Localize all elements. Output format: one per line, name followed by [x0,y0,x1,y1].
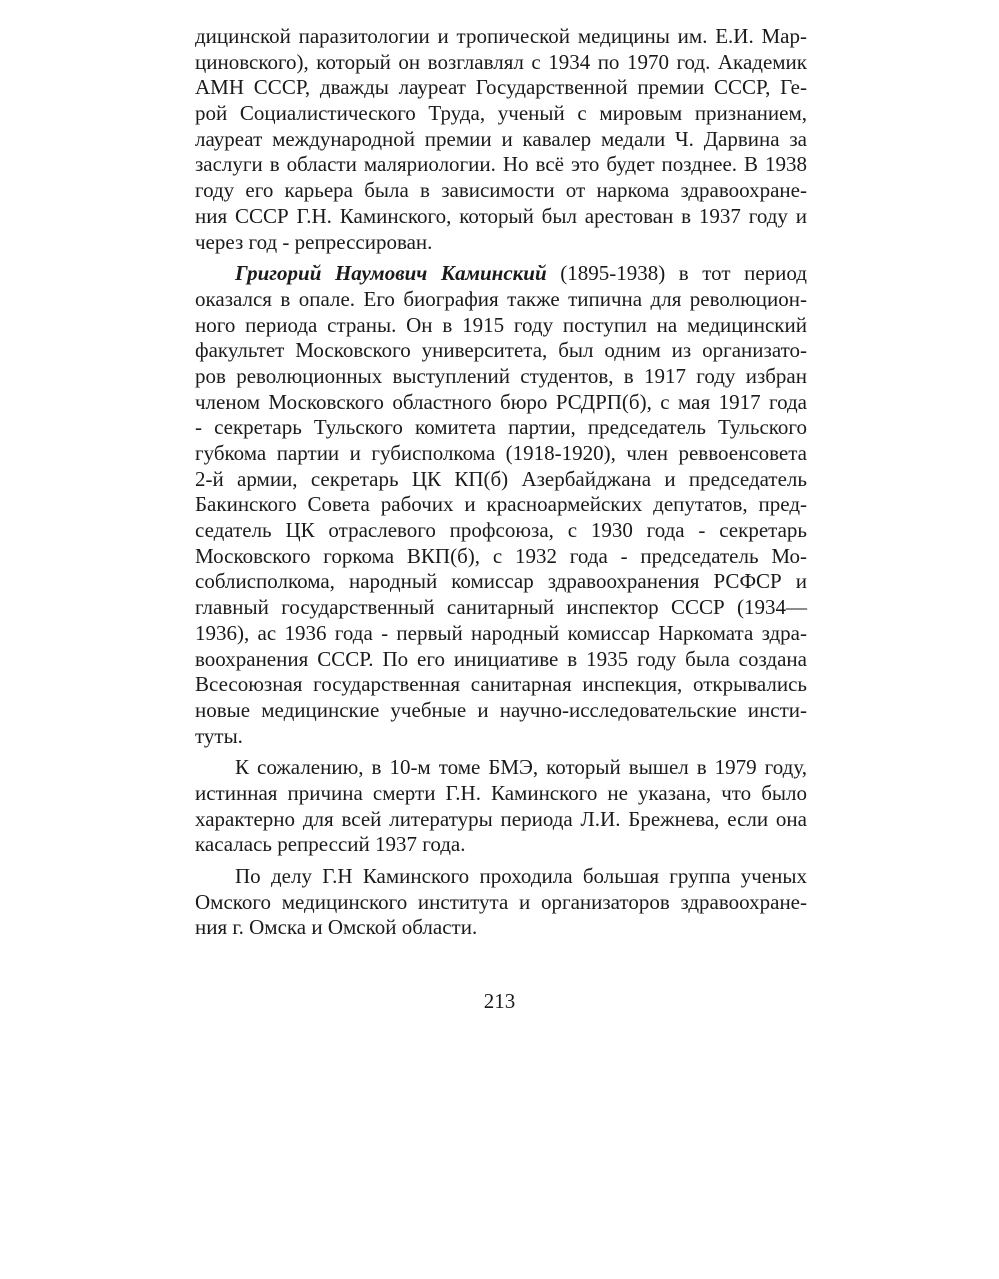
text-line: К сожалению, в 10-м томе БМЭ, который вышел в 1979 году, [235,755,807,780]
lead-rest: (1895-1938) в тот период [546,261,807,286]
text-line: АМН СССР, дважды лауреат Государственной премии СССР, Ге- [195,75,807,100]
text-line: 1936), ас 1936 года - первый народный комиссар Наркомата здра- [195,620,807,645]
text-line: ров революционных выступлений студентов, в 1917 году избран [195,363,807,388]
text-line: - секретарь Тульского комитета партии, председатель Тульского [195,415,807,440]
text-line: Бакинского Совета рабочих и красноармейских депутатов, пред- [195,492,807,517]
page-number: 213 [483,989,516,1013]
text-line: рой Социалистического Труда, ученый с мировым признанием, [195,101,807,126]
text-line: касалась репрессий 1937 года. [195,832,466,857]
paragraph-2 [195,261,807,749]
text-line: По делу Г.Н Каминского проходила большая группа ученых [235,864,807,888]
text-line-lead [195,261,807,287]
text-line: характерно для всей литературы периода Л.И. Брежнева, если она [195,806,807,831]
text-line: Всесоюзная государственная санитарная инспекция, открывались [195,672,807,697]
text-line: главный государственный санитарный инспектор СССР (1934— [195,595,807,620]
text-line: ния г. Омска и Омской области. [195,915,478,940]
text-line: 2-й армии, секретарь ЦК КП(б) Азербайджана и председатель [195,466,807,491]
text-line: ния СССР Г.Н. Каминского, который был арестован в 1937 году и [195,203,807,228]
text-line: истинная причина смерти Г.Н. Каминского не указана, что было [195,780,807,805]
text-line: циновского), который он возглавлял с 1934 по 1970 год. Академик [195,49,807,74]
paragraph-4 [195,864,807,941]
body-text [195,24,807,941]
text-line: заслуги в области маляриологии. Но всё это будет позднее. В 1938 [195,152,807,177]
text-line: седатель ЦК отраслевого профсоюза, с 1930 года - секретарь [195,518,807,543]
text-line: Московского горкома ВКП(б), с 1932 года - председатель Мо- [195,543,807,568]
text-line: дицинской паразитологии и тропической медицины им. Е.И. Мар- [195,24,807,48]
text-line: воохранения СССР. По его инициативе в 1935 году была создана [195,646,807,671]
text-line: лауреат международной премии и кавалер медали Ч. Дарвина за [195,126,807,151]
text-line: ного периода страны. Он в 1915 году поступил на медицинский [195,312,807,337]
text-line: оказался в опале. Его биография также типична для революцион- [195,286,807,311]
paragraph-1 [195,24,807,255]
text-line: факультет Московского университета, был одним из организато- [195,338,807,363]
person-name-emphasis: Григорий Наумович Каминский [235,261,547,286]
text-line: через год - репрессирован. [195,229,433,254]
text-line: Омского медицинского института и организаторов здравоохране- [195,889,807,914]
text-line: губкома партии и губисполкома (1918-1920), член реввоенсовета [195,441,807,465]
text-line: году его карьера была в зависимости от наркома здравоохране- [195,178,807,203]
text-line: новые медицинские учебные и научно-исследовательские инсти- [195,697,807,722]
text-line: членом Московского областного бюро РСДРП(б), с мая 1917 года [195,389,807,414]
paragraph-3 [195,755,807,858]
text-line: туты. [195,723,243,748]
text-line: соблисполкома, народный комиссар здравоохранения РСФСР и [195,569,807,594]
